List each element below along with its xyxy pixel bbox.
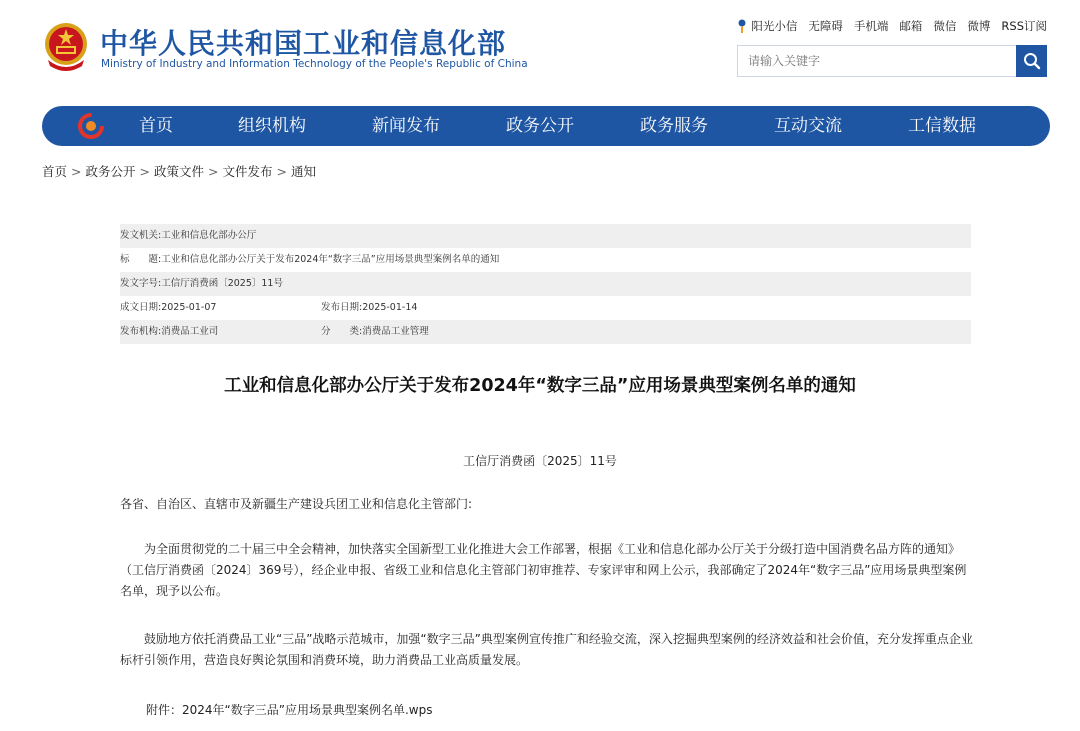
toplink-sunshine[interactable] (737, 18, 797, 34)
search-box (737, 45, 1047, 77)
site-title[interactable]: 中华人民共和国工业和信息化部 (100, 27, 507, 60)
toplink-mail[interactable]: 邮箱 (899, 19, 923, 33)
info-value-created: 2025-01-07 (161, 302, 217, 313)
nav-item-interaction[interactable]: 互动交流 (774, 116, 842, 136)
info-label: 发文字号: (120, 278, 162, 289)
info-value-docno: 工信厅消费函〔2025〕11号 (161, 278, 283, 289)
breadcrumb-file-release[interactable]: 文件发布 (222, 164, 273, 179)
info-cell-published (321, 296, 417, 320)
breadcrumb-separator: > (276, 164, 287, 179)
breadcrumb-separator: > (208, 164, 219, 179)
breadcrumb-policy-files[interactable]: 政策文件 (154, 164, 205, 179)
sunshine-icon (737, 19, 747, 33)
info-row-issuer (120, 224, 971, 248)
search-button[interactable] (1016, 45, 1047, 77)
search-icon (1023, 52, 1041, 70)
attachment-link[interactable]: 附件：2024年“数字三品”应用场景典型案例名单.wps (146, 703, 433, 717)
article-doc-number: 工信厅消费函〔2025〕11号 (463, 454, 617, 468)
article-paragraph-1: 为全面贯彻党的二十届三中全会精神，加快落实全国新型工业化推进大会工作部署，根据《工业和信息化部办公厅关于分级打造中国消费名品方阵的通知》（工信厅消费函〔2024〕369号），经企业申报、省级工业和信息化主管部门初审推荐、专家评审和网上公示，我部确定了2024年“数字三品”应用场景典型案例名单，现予以公布。 (120, 542, 967, 598)
breadcrumb-separator: > (71, 164, 82, 179)
breadcrumb-notice[interactable]: 通知 (291, 164, 317, 179)
site-header (0, 0, 1080, 100)
info-value-title: 工业和信息化部办公厅关于发布2024年“数字三品”应用场景典型案例名单的通知 (161, 254, 500, 265)
toplink-accessibility[interactable]: 无障碍 (808, 19, 843, 33)
info-label: 发布日期: (321, 302, 363, 313)
miit-logo-icon[interactable] (78, 113, 104, 139)
nav-item-organization[interactable]: 组织机构 (238, 116, 306, 136)
main-nav (42, 106, 1050, 146)
breadcrumb-separator: > (139, 164, 150, 179)
info-value-issuer: 工业和信息化部办公厅 (161, 230, 257, 241)
nav-item-data[interactable]: 工信数据 (908, 116, 976, 136)
article-title: 工业和信息化部办公厅关于发布2024年“数字三品”应用场景典型案例名单的通知 (224, 376, 856, 396)
info-label: 发布机构: (120, 326, 162, 337)
nav-item-government-affairs[interactable]: 政务公开 (506, 116, 574, 136)
toplink-label: 阳光小信 (751, 19, 798, 33)
info-cell-category (321, 320, 429, 344)
article-salutation: 各省、自治区、直辖市及新疆生产建设兵团工业和信息化主管部门: (120, 497, 473, 511)
info-label: 分 类: (321, 326, 363, 337)
toplink-wechat[interactable]: 微信 (933, 19, 957, 33)
info-value-published: 2025-01-14 (362, 302, 418, 313)
info-value-category: 消费品工业管理 (362, 326, 429, 337)
info-label: 标 题: (120, 254, 162, 265)
toplink-weibo[interactable]: 微博 (967, 19, 991, 33)
info-row-dates (120, 296, 971, 320)
breadcrumb (42, 162, 316, 180)
toplink-rss[interactable]: RSS订阅 (1001, 19, 1047, 33)
breadcrumb-government-affairs[interactable]: 政务公开 (85, 164, 136, 179)
document-info-table (120, 224, 971, 344)
info-label: 发文机关: (120, 230, 162, 241)
nav-item-services[interactable]: 政务服务 (640, 116, 708, 136)
info-row-docno (120, 272, 971, 296)
national-emblem-icon[interactable] (42, 22, 90, 72)
info-cell-created (120, 296, 216, 320)
search-input[interactable] (738, 46, 1018, 76)
breadcrumb-home[interactable]: 首页 (42, 164, 68, 179)
info-cell-org (120, 320, 218, 344)
nav-item-home[interactable]: 首页 (139, 116, 173, 136)
top-links (737, 18, 1047, 34)
info-row-title (120, 248, 971, 272)
info-label: 成文日期: (120, 302, 162, 313)
site-subtitle: Ministry of Industry and Information Technology of the People's Republic of China (101, 58, 528, 70)
toplink-mobile[interactable]: 手机端 (853, 19, 889, 33)
info-value-org: 消费品工业司 (161, 326, 219, 337)
article-paragraph-2: 鼓励地方依托消费品工业“三品”战略示范城市，加强“数字三品”典型案例宣传推广和经验交流，深入挖掘典型案例的经济效益和社会价值，充分发挥重点企业标杆引领作用，营造良好舆论氛围和消费环境，助力消费品工业高质量发展。 (120, 632, 973, 667)
nav-item-news[interactable]: 新闻发布 (372, 116, 440, 136)
info-row-org (120, 320, 971, 344)
